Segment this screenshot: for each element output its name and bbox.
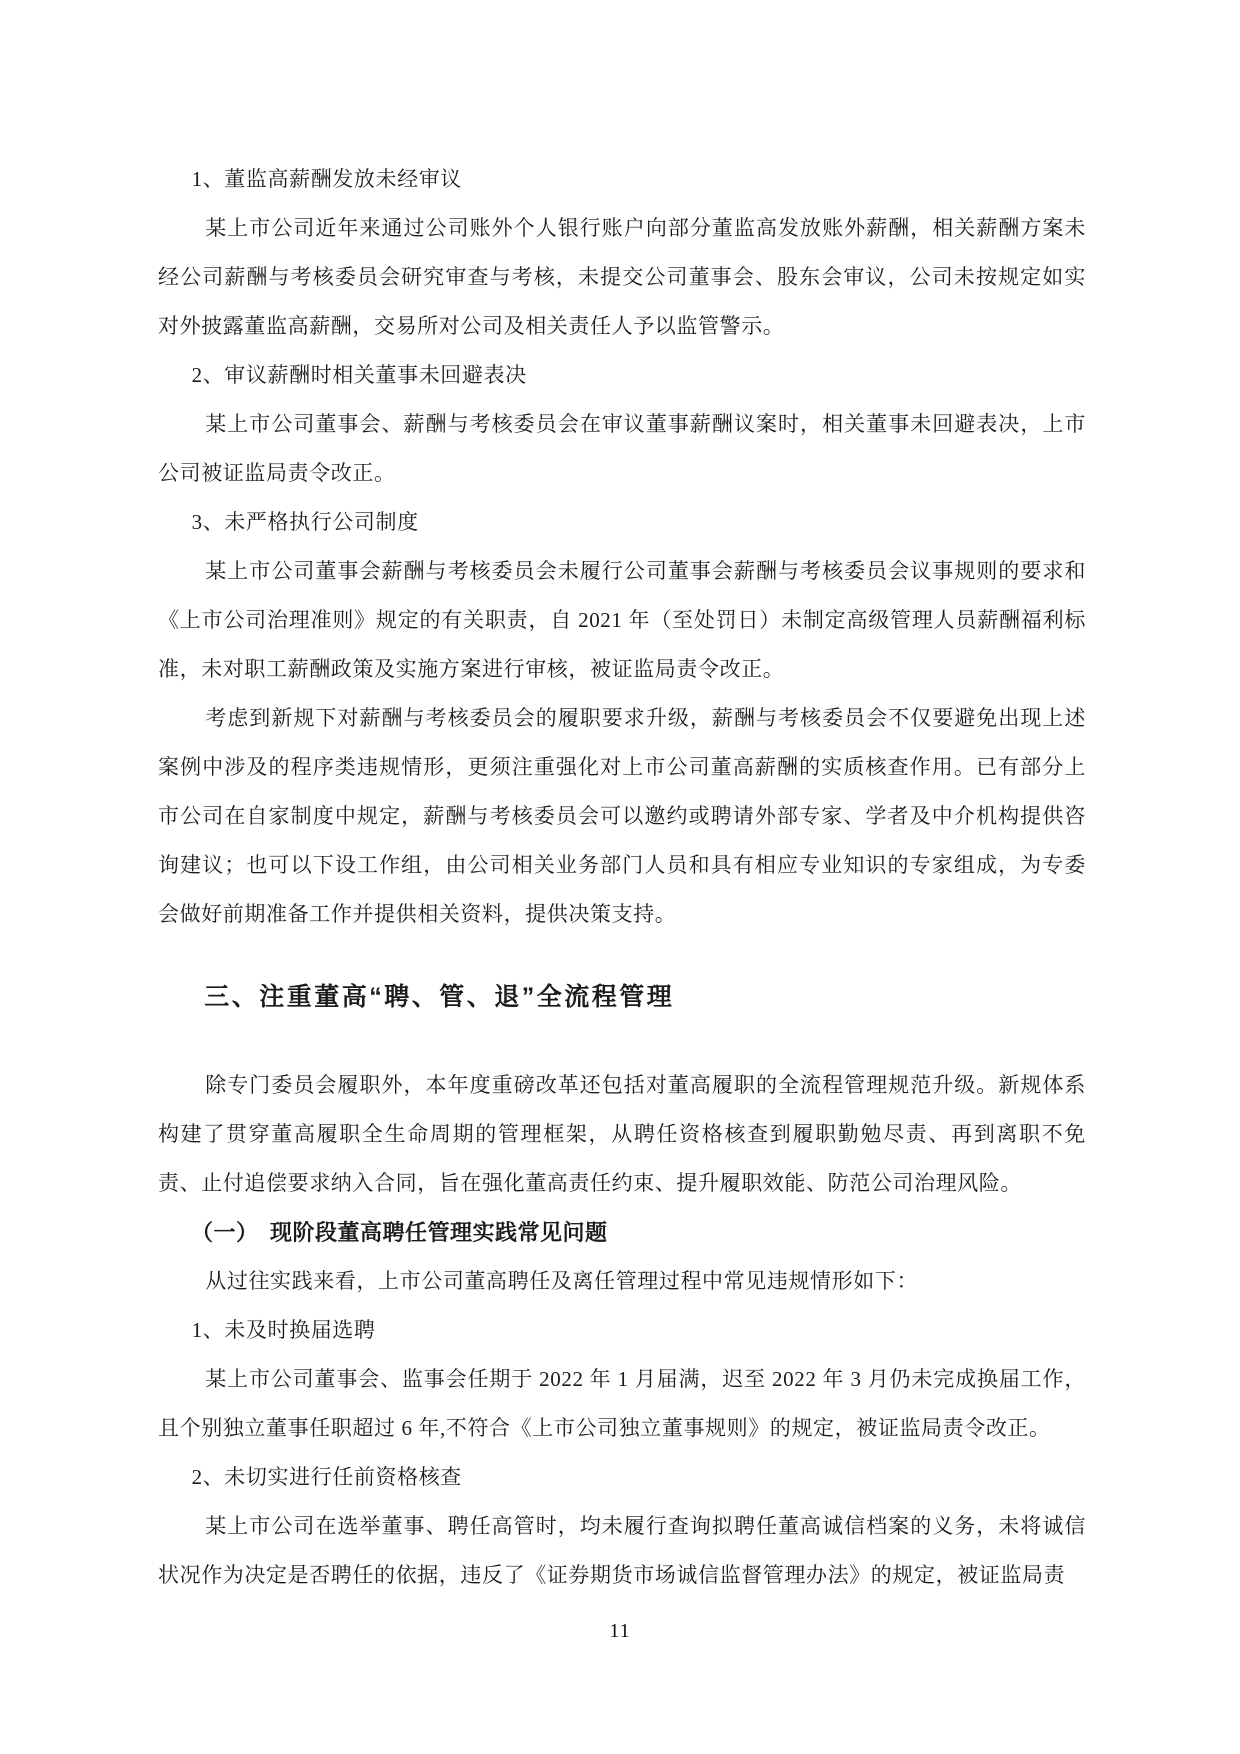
paragraph: 某上市公司董事会、监事会任期于 2022 年 1 月届满，迟至 2022 年 3 月仍未完成换届工作，且个别独立董事任职超过 6 年,不符合《上市公司独立董事规则》的规定，被证监局责令改正。 [158, 1367, 1086, 1440]
paragraph: 考虑到新规下对薪酬与考核委员会的履职要求升级，薪酬与考核委员会不仅要避免出现上述案例中涉及的程序类违规情形，更须注重强化对上市公司董高薪酬的实质核查作用。已有部分上市公司在自家制度中规定，薪酬与考核委员会可以邀约或聘请外部专家、学者及中介机构提供咨询建议；也可以下设工作组，由公司相关业务部门人员和具有相应专业知识的专家组成，为专委会做好前期准备工作并提供相关资料，提供决策支持。 [158, 706, 1086, 926]
page-number: 11 [609, 1620, 631, 1642]
numbered-item: 2、未切实进行任前资格核查 [191, 1465, 462, 1489]
paragraph: 除专门委员会履职外，本年度重磅改革还包括对董高履职的全流程管理规范升级。新规体系构建了贯穿董高履职全生命周期的管理框架，从聘任资格核查到履职勤勉尽责、再到离职不免责、止付追偿要求纳入合同，旨在强化董高责任约束、提升履职效能、防范公司治理风险。 [158, 1073, 1086, 1195]
page-footer [0, 1620, 1240, 1643]
paragraph: 某上市公司在选举董事、聘任高管时，均未履行查询拟聘任董高诚信档案的义务，未将诚信状况作为决定是否聘任的依据，违反了《证券期货市场诚信监督管理办法》的规定，被证监局责 [158, 1514, 1086, 1587]
numbered-item: 2、审议薪酬时相关董事未回避表决 [191, 363, 527, 387]
subsection-heading: （一） 现阶段董高聘任管理实践常见问题 [191, 1220, 608, 1245]
paragraph: 某上市公司近年来通过公司账外个人银行账户向部分董监高发放账外薪酬，相关薪酬方案未经公司薪酬与考核委员会研究审查与考核，未提交公司董事会、股东会审议，公司未按规定如实对外披露董监高薪酬，交易所对公司及相关责任人予以监管警示。 [158, 216, 1086, 338]
numbered-item: 1、董监高薪酬发放未经审议 [191, 167, 462, 191]
paragraph: 某上市公司董事会、薪酬与考核委员会在审议董事薪酬议案时，相关董事未回避表决，上市公司被证监局责令改正。 [158, 412, 1086, 485]
document-body [158, 155, 1086, 1600]
section-heading: 三、注重董高“聘、管、退”全流程管理 [204, 983, 675, 1011]
paragraph: 从过往实践来看，上市公司董高聘任及离任管理过程中常见违规情形如下： [205, 1269, 919, 1293]
numbered-item: 3、未严格执行公司制度 [191, 510, 419, 534]
numbered-item: 1、未及时换届选聘 [191, 1318, 376, 1342]
paragraph: 某上市公司董事会薪酬与考核委员会未履行公司董事会薪酬与考核委员会议事规则的要求和《上市公司治理准则》规定的有关职责，自 2021 年（至处罚日）未制定高级管理人员薪酬福利标准，未对职工薪酬政策及实施方案进行审核，被证监局责令改正。 [158, 559, 1086, 681]
